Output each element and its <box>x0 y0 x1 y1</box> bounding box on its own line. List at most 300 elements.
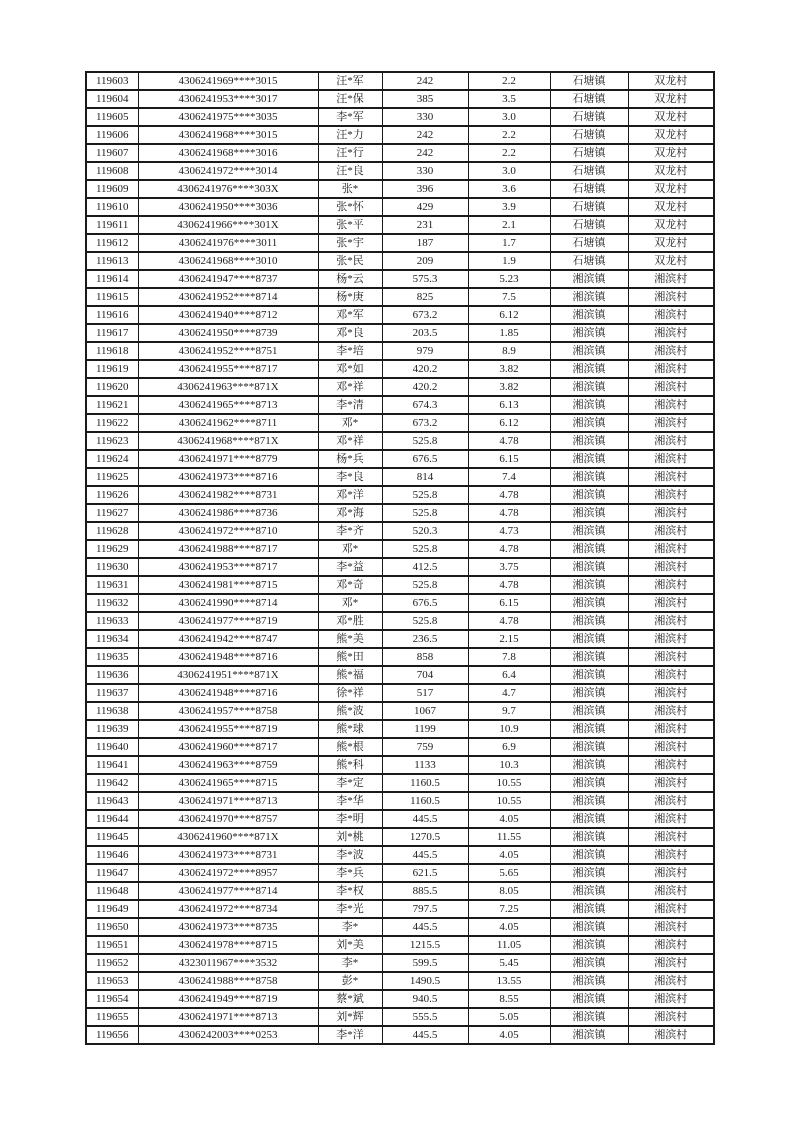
cell-name: 邓*海 <box>318 504 382 522</box>
cell-seq: 119649 <box>86 900 138 918</box>
cell-id_number: 4306241988****8758 <box>138 972 318 990</box>
cell-amount: 825 <box>382 288 468 306</box>
cell-id_number: 4323011967****3532 <box>138 954 318 972</box>
cell-area: 4.78 <box>468 504 550 522</box>
cell-amount: 231 <box>382 216 468 234</box>
cell-village: 湘滨村 <box>628 756 714 774</box>
cell-town: 湘滨镇 <box>550 846 628 864</box>
cell-id_number: 4306241977****8714 <box>138 882 318 900</box>
cell-village: 湘滨村 <box>628 540 714 558</box>
cell-name: 刘*美 <box>318 936 382 954</box>
cell-amount: 704 <box>382 666 468 684</box>
cell-seq: 119604 <box>86 90 138 108</box>
cell-seq: 119654 <box>86 990 138 1008</box>
cell-village: 湘滨村 <box>628 828 714 846</box>
cell-village: 湘滨村 <box>628 342 714 360</box>
cell-name: 李*权 <box>318 882 382 900</box>
cell-name: 汪*力 <box>318 126 382 144</box>
cell-town: 石塘镇 <box>550 252 628 270</box>
table-row <box>86 504 714 522</box>
cell-village: 湘滨村 <box>628 1026 714 1044</box>
cell-amount: 525.8 <box>382 612 468 630</box>
cell-area: 2.2 <box>468 144 550 162</box>
cell-seq: 119651 <box>86 936 138 954</box>
cell-amount: 412.5 <box>382 558 468 576</box>
cell-village: 湘滨村 <box>628 846 714 864</box>
cell-village: 湘滨村 <box>628 486 714 504</box>
cell-id_number: 4306241966****301X <box>138 216 318 234</box>
cell-area: 2.1 <box>468 216 550 234</box>
cell-town: 湘滨镇 <box>550 720 628 738</box>
cell-amount: 330 <box>382 162 468 180</box>
cell-area: 4.78 <box>468 432 550 450</box>
cell-id_number: 4306241955****8719 <box>138 720 318 738</box>
cell-town: 湘滨镇 <box>550 936 628 954</box>
cell-seq: 119625 <box>86 468 138 486</box>
cell-area: 6.13 <box>468 396 550 414</box>
cell-town: 湘滨镇 <box>550 558 628 576</box>
cell-seq: 119615 <box>86 288 138 306</box>
cell-name: 彭* <box>318 972 382 990</box>
cell-village: 湘滨村 <box>628 990 714 1008</box>
cell-town: 湘滨镇 <box>550 432 628 450</box>
cell-amount: 1270.5 <box>382 828 468 846</box>
cell-seq: 119614 <box>86 270 138 288</box>
cell-seq: 119635 <box>86 648 138 666</box>
cell-amount: 385 <box>382 90 468 108</box>
cell-town: 湘滨镇 <box>550 864 628 882</box>
cell-town: 湘滨镇 <box>550 882 628 900</box>
cell-seq: 119628 <box>86 522 138 540</box>
cell-town: 湘滨镇 <box>550 630 628 648</box>
cell-area: 10.3 <box>468 756 550 774</box>
table-row <box>86 972 714 990</box>
cell-amount: 420.2 <box>382 378 468 396</box>
cell-town: 湘滨镇 <box>550 612 628 630</box>
cell-name: 李*定 <box>318 774 382 792</box>
cell-area: 7.4 <box>468 468 550 486</box>
cell-id_number: 4306241960****8717 <box>138 738 318 756</box>
table-row <box>86 288 714 306</box>
cell-name: 熊*福 <box>318 666 382 684</box>
cell-town: 湘滨镇 <box>550 1008 628 1026</box>
cell-name: 邓*如 <box>318 360 382 378</box>
cell-village: 湘滨村 <box>628 882 714 900</box>
cell-amount: 885.5 <box>382 882 468 900</box>
cell-area: 3.5 <box>468 90 550 108</box>
cell-name: 杨*兵 <box>318 450 382 468</box>
cell-name: 李*洋 <box>318 1026 382 1044</box>
cell-name: 邓*祥 <box>318 432 382 450</box>
cell-area: 7.25 <box>468 900 550 918</box>
cell-area: 6.15 <box>468 594 550 612</box>
cell-town: 石塘镇 <box>550 180 628 198</box>
cell-area: 3.75 <box>468 558 550 576</box>
cell-town: 湘滨镇 <box>550 702 628 720</box>
cell-area: 7.8 <box>468 648 550 666</box>
cell-town: 湘滨镇 <box>550 522 628 540</box>
cell-town: 石塘镇 <box>550 162 628 180</box>
cell-id_number: 4306241981****8715 <box>138 576 318 594</box>
cell-village: 湘滨村 <box>628 432 714 450</box>
cell-amount: 187 <box>382 234 468 252</box>
cell-name: 李*培 <box>318 342 382 360</box>
cell-id_number: 4306241975****3035 <box>138 108 318 126</box>
cell-seq: 119606 <box>86 126 138 144</box>
cell-id_number: 4306241973****8731 <box>138 846 318 864</box>
cell-town: 湘滨镇 <box>550 504 628 522</box>
cell-village: 湘滨村 <box>628 900 714 918</box>
cell-name: 熊*美 <box>318 630 382 648</box>
table-row <box>86 108 714 126</box>
cell-village: 湘滨村 <box>628 468 714 486</box>
table-row <box>86 522 714 540</box>
cell-seq: 119610 <box>86 198 138 216</box>
cell-seq: 119620 <box>86 378 138 396</box>
cell-amount: 429 <box>382 198 468 216</box>
cell-name: 张*宇 <box>318 234 382 252</box>
cell-id_number: 4306241971****8779 <box>138 450 318 468</box>
cell-amount: 979 <box>382 342 468 360</box>
cell-seq: 119637 <box>86 684 138 702</box>
cell-id_number: 4306241950****8739 <box>138 324 318 342</box>
table-row <box>86 936 714 954</box>
table-row <box>86 432 714 450</box>
table-row <box>86 846 714 864</box>
cell-name: 邓*胜 <box>318 612 382 630</box>
cell-id_number: 4306241950****3036 <box>138 198 318 216</box>
cell-name: 李*齐 <box>318 522 382 540</box>
cell-seq: 119608 <box>86 162 138 180</box>
cell-name: 徐*祥 <box>318 684 382 702</box>
table-row <box>86 630 714 648</box>
cell-area: 2.2 <box>468 126 550 144</box>
cell-village: 双龙村 <box>628 180 714 198</box>
cell-id_number: 4306241963****871X <box>138 378 318 396</box>
cell-village: 双龙村 <box>628 162 714 180</box>
subsidy-table <box>85 71 715 1045</box>
cell-id_number: 4306241969****3015 <box>138 72 318 90</box>
cell-amount: 1199 <box>382 720 468 738</box>
cell-name: 汪*良 <box>318 162 382 180</box>
cell-area: 6.4 <box>468 666 550 684</box>
cell-seq: 119626 <box>86 486 138 504</box>
cell-town: 湘滨镇 <box>550 972 628 990</box>
table-row <box>86 90 714 108</box>
cell-area: 8.55 <box>468 990 550 1008</box>
cell-id_number: 4306241968****3016 <box>138 144 318 162</box>
cell-town: 石塘镇 <box>550 144 628 162</box>
table-row <box>86 234 714 252</box>
cell-area: 1.7 <box>468 234 550 252</box>
cell-town: 湘滨镇 <box>550 576 628 594</box>
table-row <box>86 720 714 738</box>
cell-amount: 555.5 <box>382 1008 468 1026</box>
table-row <box>86 756 714 774</box>
cell-id_number: 4306241948****8716 <box>138 648 318 666</box>
cell-name: 杨*庚 <box>318 288 382 306</box>
cell-seq: 119642 <box>86 774 138 792</box>
cell-seq: 119634 <box>86 630 138 648</box>
cell-area: 2.2 <box>468 72 550 90</box>
cell-amount: 676.5 <box>382 594 468 612</box>
cell-seq: 119648 <box>86 882 138 900</box>
table-row <box>86 828 714 846</box>
cell-id_number: 4306241963****8759 <box>138 756 318 774</box>
cell-name: 熊*球 <box>318 720 382 738</box>
cell-id_number: 4306241952****8751 <box>138 342 318 360</box>
cell-area: 3.82 <box>468 378 550 396</box>
cell-amount: 242 <box>382 126 468 144</box>
cell-town: 石塘镇 <box>550 90 628 108</box>
table-row <box>86 792 714 810</box>
cell-amount: 1160.5 <box>382 792 468 810</box>
cell-seq: 119631 <box>86 576 138 594</box>
cell-area: 4.78 <box>468 540 550 558</box>
cell-town: 湘滨镇 <box>550 594 628 612</box>
cell-id_number: 4306241949****8719 <box>138 990 318 1008</box>
table-row <box>86 252 714 270</box>
cell-name: 邓*祥 <box>318 378 382 396</box>
cell-amount: 517 <box>382 684 468 702</box>
cell-seq: 119639 <box>86 720 138 738</box>
cell-name: 邓* <box>318 540 382 558</box>
cell-id_number: 4306241955****8717 <box>138 360 318 378</box>
cell-name: 邓*军 <box>318 306 382 324</box>
cell-amount: 673.2 <box>382 414 468 432</box>
cell-name: 李*光 <box>318 900 382 918</box>
cell-area: 5.65 <box>468 864 550 882</box>
cell-id_number: 4306241951****871X <box>138 666 318 684</box>
cell-town: 湘滨镇 <box>550 738 628 756</box>
cell-amount: 1133 <box>382 756 468 774</box>
cell-seq: 119621 <box>86 396 138 414</box>
cell-name: 汪*行 <box>318 144 382 162</box>
cell-area: 4.78 <box>468 576 550 594</box>
cell-name: 张*怀 <box>318 198 382 216</box>
cell-amount: 673.2 <box>382 306 468 324</box>
cell-name: 李* <box>318 954 382 972</box>
cell-name: 蔡*斌 <box>318 990 382 1008</box>
cell-id_number: 4306241970****8757 <box>138 810 318 828</box>
cell-id_number: 4306241965****8713 <box>138 396 318 414</box>
cell-area: 7.5 <box>468 288 550 306</box>
cell-amount: 242 <box>382 72 468 90</box>
cell-amount: 445.5 <box>382 810 468 828</box>
table-row <box>86 414 714 432</box>
cell-seq: 119623 <box>86 432 138 450</box>
cell-seq: 119655 <box>86 1008 138 1026</box>
cell-area: 4.73 <box>468 522 550 540</box>
cell-amount: 1067 <box>382 702 468 720</box>
cell-village: 双龙村 <box>628 216 714 234</box>
table-row <box>86 702 714 720</box>
cell-village: 湘滨村 <box>628 270 714 288</box>
cell-amount: 203.5 <box>382 324 468 342</box>
cell-village: 双龙村 <box>628 108 714 126</box>
cell-seq: 119643 <box>86 792 138 810</box>
cell-village: 湘滨村 <box>628 504 714 522</box>
table-row <box>86 882 714 900</box>
cell-town: 湘滨镇 <box>550 468 628 486</box>
cell-amount: 797.5 <box>382 900 468 918</box>
cell-id_number: 4306242003****0253 <box>138 1026 318 1044</box>
cell-seq: 119641 <box>86 756 138 774</box>
cell-town: 湘滨镇 <box>550 288 628 306</box>
table-row <box>86 342 714 360</box>
cell-town: 石塘镇 <box>550 72 628 90</box>
cell-seq: 119653 <box>86 972 138 990</box>
cell-name: 熊*波 <box>318 702 382 720</box>
table-row <box>86 486 714 504</box>
cell-town: 湘滨镇 <box>550 270 628 288</box>
cell-village: 湘滨村 <box>628 414 714 432</box>
cell-town: 湘滨镇 <box>550 918 628 936</box>
cell-area: 1.85 <box>468 324 550 342</box>
cell-seq: 119622 <box>86 414 138 432</box>
cell-village: 湘滨村 <box>628 630 714 648</box>
cell-village: 双龙村 <box>628 90 714 108</box>
cell-town: 湘滨镇 <box>550 360 628 378</box>
table-row <box>86 126 714 144</box>
cell-area: 6.12 <box>468 414 550 432</box>
cell-town: 石塘镇 <box>550 126 628 144</box>
cell-town: 湘滨镇 <box>550 324 628 342</box>
cell-seq: 119638 <box>86 702 138 720</box>
cell-area: 4.78 <box>468 612 550 630</box>
table-row <box>86 1008 714 1026</box>
cell-town: 湘滨镇 <box>550 990 628 1008</box>
cell-name: 李*波 <box>318 846 382 864</box>
cell-area: 3.0 <box>468 108 550 126</box>
cell-name: 邓*良 <box>318 324 382 342</box>
cell-id_number: 4306241947****8737 <box>138 270 318 288</box>
cell-area: 3.82 <box>468 360 550 378</box>
cell-village: 湘滨村 <box>628 792 714 810</box>
table-row <box>86 612 714 630</box>
cell-area: 2.15 <box>468 630 550 648</box>
cell-village: 湘滨村 <box>628 450 714 468</box>
cell-id_number: 4306241976****303X <box>138 180 318 198</box>
cell-name: 刘*辉 <box>318 1008 382 1026</box>
cell-village: 湘滨村 <box>628 954 714 972</box>
cell-amount: 599.5 <box>382 954 468 972</box>
cell-town: 湘滨镇 <box>550 342 628 360</box>
cell-amount: 525.8 <box>382 432 468 450</box>
cell-name: 李*军 <box>318 108 382 126</box>
cell-town: 石塘镇 <box>550 216 628 234</box>
cell-amount: 940.5 <box>382 990 468 1008</box>
cell-area: 5.23 <box>468 270 550 288</box>
cell-village: 湘滨村 <box>628 378 714 396</box>
cell-id_number: 4306241972****8710 <box>138 522 318 540</box>
cell-id_number: 4306241948****8716 <box>138 684 318 702</box>
cell-village: 湘滨村 <box>628 1008 714 1026</box>
cell-amount: 236.5 <box>382 630 468 648</box>
cell-name: 熊*根 <box>318 738 382 756</box>
cell-village: 双龙村 <box>628 144 714 162</box>
cell-area: 4.05 <box>468 918 550 936</box>
cell-village: 湘滨村 <box>628 396 714 414</box>
cell-village: 湘滨村 <box>628 522 714 540</box>
cell-id_number: 4306241960****871X <box>138 828 318 846</box>
cell-village: 湘滨村 <box>628 558 714 576</box>
cell-area: 3.6 <box>468 180 550 198</box>
table-row <box>86 864 714 882</box>
cell-name: 邓*洋 <box>318 486 382 504</box>
cell-amount: 420.2 <box>382 360 468 378</box>
cell-name: 张*平 <box>318 216 382 234</box>
table-row <box>86 540 714 558</box>
cell-area: 6.9 <box>468 738 550 756</box>
cell-id_number: 4306241976****3011 <box>138 234 318 252</box>
cell-amount: 445.5 <box>382 1026 468 1044</box>
cell-seq: 119650 <box>86 918 138 936</box>
cell-area: 3.0 <box>468 162 550 180</box>
table-row <box>86 144 714 162</box>
cell-name: 李* <box>318 918 382 936</box>
cell-id_number: 4306241990****8714 <box>138 594 318 612</box>
cell-area: 3.9 <box>468 198 550 216</box>
cell-id_number: 4306241968****3015 <box>138 126 318 144</box>
cell-seq: 119624 <box>86 450 138 468</box>
cell-seq: 119627 <box>86 504 138 522</box>
cell-village: 湘滨村 <box>628 594 714 612</box>
cell-area: 11.55 <box>468 828 550 846</box>
cell-area: 8.05 <box>468 882 550 900</box>
cell-seq: 119640 <box>86 738 138 756</box>
cell-amount: 445.5 <box>382 918 468 936</box>
cell-amount: 814 <box>382 468 468 486</box>
cell-village: 湘滨村 <box>628 918 714 936</box>
cell-name: 张*民 <box>318 252 382 270</box>
cell-seq: 119629 <box>86 540 138 558</box>
cell-id_number: 4306241972****8957 <box>138 864 318 882</box>
cell-village: 湘滨村 <box>628 720 714 738</box>
cell-village: 湘滨村 <box>628 864 714 882</box>
cell-area: 5.45 <box>468 954 550 972</box>
table-row <box>86 738 714 756</box>
table-row <box>86 1026 714 1044</box>
cell-town: 湘滨镇 <box>550 450 628 468</box>
cell-name: 邓* <box>318 594 382 612</box>
cell-amount: 242 <box>382 144 468 162</box>
table-row <box>86 198 714 216</box>
cell-area: 5.05 <box>468 1008 550 1026</box>
cell-id_number: 4306241986****8736 <box>138 504 318 522</box>
table-row <box>86 684 714 702</box>
cell-area: 9.7 <box>468 702 550 720</box>
cell-village: 湘滨村 <box>628 360 714 378</box>
cell-area: 10.55 <box>468 774 550 792</box>
cell-town: 湘滨镇 <box>550 540 628 558</box>
cell-town: 石塘镇 <box>550 234 628 252</box>
cell-id_number: 4306241973****8716 <box>138 468 318 486</box>
cell-seq: 119603 <box>86 72 138 90</box>
cell-amount: 445.5 <box>382 846 468 864</box>
cell-seq: 119632 <box>86 594 138 612</box>
cell-name: 李*清 <box>318 396 382 414</box>
cell-name: 张* <box>318 180 382 198</box>
table-row <box>86 558 714 576</box>
table-row <box>86 72 714 90</box>
cell-amount: 575.3 <box>382 270 468 288</box>
cell-name: 邓* <box>318 414 382 432</box>
cell-seq: 119656 <box>86 1026 138 1044</box>
table-row <box>86 810 714 828</box>
cell-seq: 119633 <box>86 612 138 630</box>
table-row <box>86 468 714 486</box>
